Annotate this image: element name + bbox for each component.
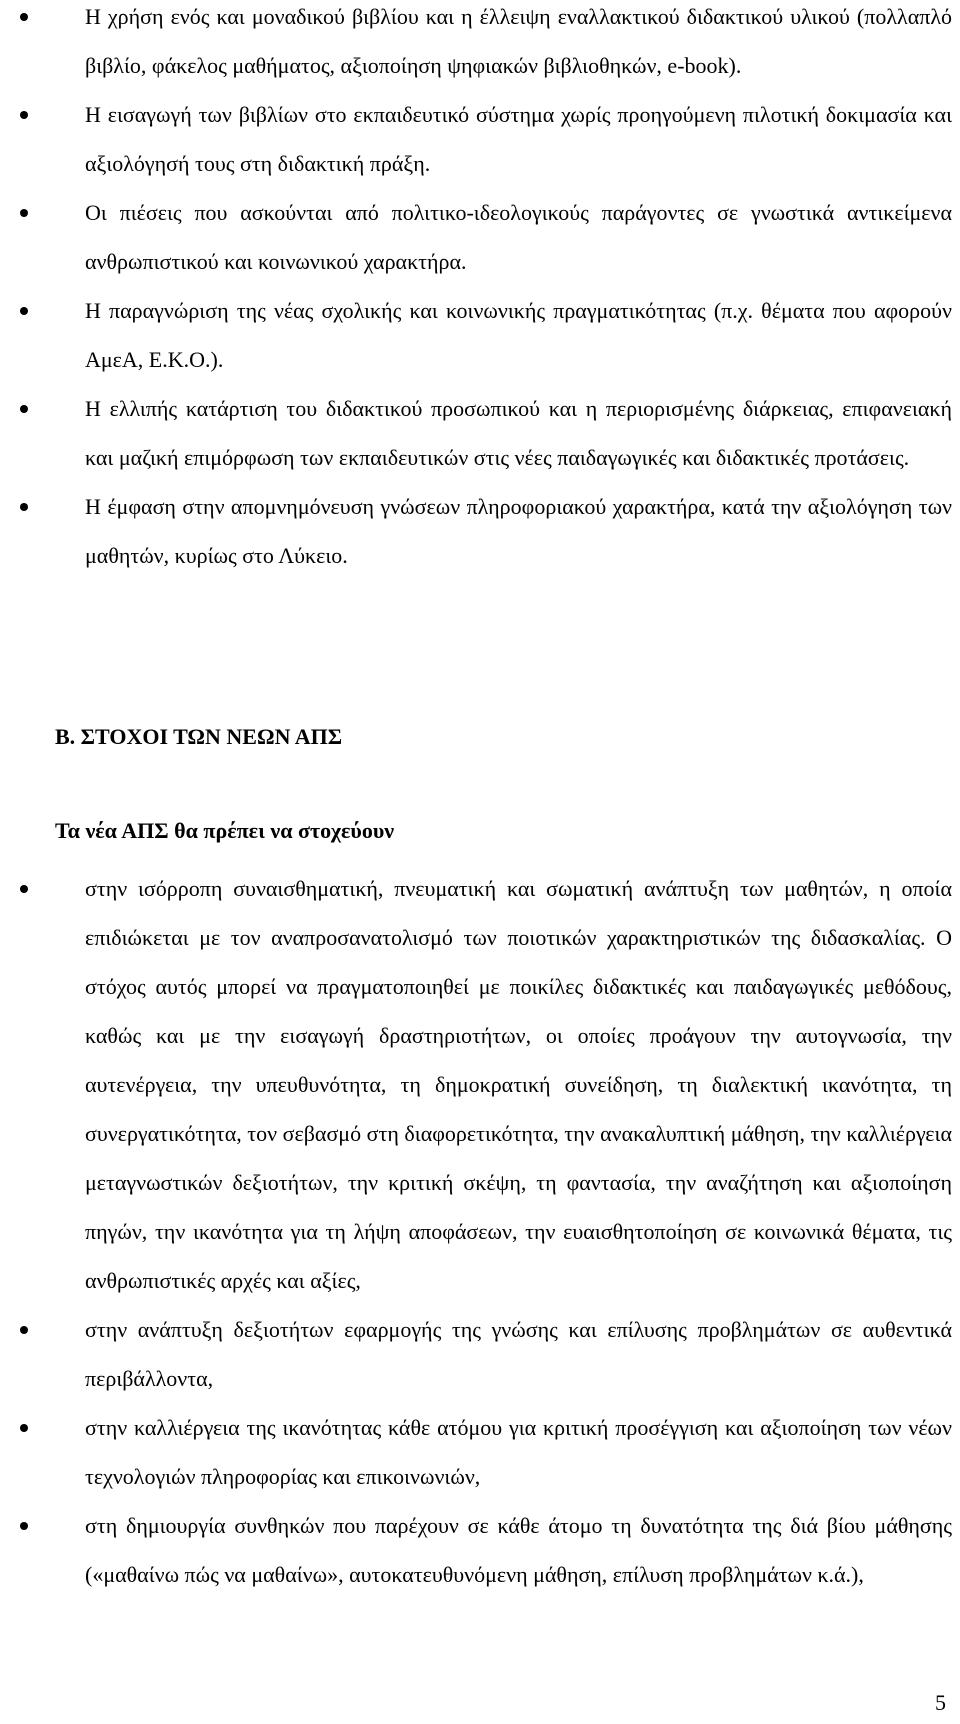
list-item-text: Οι πιέσεις που ασκούνται από πολιτικο-ιδεολογικούς παράγοντες σε γνωστικά αντικείμενα ανθρωπιστικού και κοινωνικού χαρακτήρα. xyxy=(85,200,952,274)
subheading: Τα νέα ΑΠΣ θα πρέπει να στοχεύουν xyxy=(55,818,395,843)
goals-list xyxy=(0,864,960,1599)
list-item xyxy=(0,1403,960,1501)
bullet-icon xyxy=(20,405,28,413)
list-item xyxy=(0,482,960,580)
list-item xyxy=(0,864,960,1305)
page-number: 5 xyxy=(935,1690,946,1715)
list-item xyxy=(0,384,960,482)
bullet-icon xyxy=(20,1424,28,1432)
bullet-icon xyxy=(20,307,28,315)
list-item-text: στην ισόρροπη συναισθηματική, πνευματική και σωματική ανάπτυξη των μαθητών, η οποία επιδιώκεται με τον αναπροσανατολισμό των ποιοτικών χαρακτηριστικών της διδασκαλίας. Ο στόχος αυτός μπορεί να πραγματοποιηθεί με ποικίλες διδακτικές και παιδαγωγικές μεθόδους, καθώς και με την εισαγωγή δραστηριοτήτων, οι οποίες προάγουν την αυτογνωσία, την αυτενέργεια, την υπευθυνότητα, τη δημοκρατική συνείδηση, τη διαλεκτική ικανότητα, τη συνεργατικότητα, τον σεβασμό στη διαφορετικότητα, την ανακαλυπτική μάθηση, την καλλιέργεια μεταγνωστικών δεξιοτήτων, την κριτική σκέψη, τη φαντασία, την αναζήτηση και αξιοποίηση πηγών, την ικανότητα για τη λήψη αποφάσεων, την ευαισθητοποίηση σε κοινωνικά θέματα, τις ανθρωπιστικές αρχές και αξίες, xyxy=(85,876,952,1293)
list-item xyxy=(0,0,960,90)
list-item xyxy=(0,286,960,384)
problems-list xyxy=(0,0,960,580)
bullet-icon xyxy=(20,111,28,119)
list-item xyxy=(0,90,960,188)
bullet-icon xyxy=(20,1326,28,1334)
bullet-icon xyxy=(20,209,28,217)
bullet-icon xyxy=(20,13,28,21)
list-item xyxy=(0,1501,960,1599)
list-item-text: Η έμφαση στην απομνημόνευση γνώσεων πληροφοριακού χαρακτήρα, κατά την αξιολόγηση των μαθητών, κυρίως στο Λύκειο. xyxy=(85,494,952,568)
list-item-text: Η εισαγωγή των βιβλίων στο εκπαιδευτικό σύστημα χωρίς προηγούμενη πιλοτική δοκιμασία και αξιολόγησή τους στη διδακτική πράξη. xyxy=(85,102,952,176)
list-item-text: Η χρήση ενός και μοναδικού βιβλίου και η έλλειψη εναλλακτικού διδακτικού υλικού (πολλαπλό βιβλίο, φάκελος μαθήματος, αξιοποίηση ψηφιακών βιβλιοθηκών, e-book). xyxy=(85,4,952,78)
list-item-text: στην καλλιέργεια της ικανότητας κάθε ατόμου για κριτική προσέγγιση και αξιοποίηση των νέων τεχνολογιών πληροφορίας και επικοινωνιών, xyxy=(85,1415,952,1489)
section-heading: Β. ΣΤΟΧΟΙ ΤΩΝ ΝΕΩΝ ΑΠΣ xyxy=(55,724,343,749)
bullet-icon xyxy=(20,885,28,893)
list-item-text: Η ελλιπής κατάρτιση του διδακτικού προσωπικού και η περιορισμένης διάρκειας, επιφανειακή και μαζική επιμόρφωση των εκπαιδευτικών στις νέες παιδαγωγικές και διδακτικές προτάσεις. xyxy=(85,396,952,470)
list-item-text: στη δημιουργία συνθηκών που παρέχουν σε κάθε άτομο τη δυνατότητα της διά βίου μάθησης («μαθαίνω πώς να μαθαίνω», αυτοκατευθυνόμενη μάθηση, επίλυση προβλημάτων κ.ά.), xyxy=(85,1513,952,1587)
bullet-icon xyxy=(20,1522,28,1530)
list-item-text: στην ανάπτυξη δεξιοτήτων εφαρμογής της γνώσης και επίλυσης προβλημάτων σε αυθεντικά περιβάλλοντα, xyxy=(85,1317,952,1391)
list-item xyxy=(0,1305,960,1403)
bullet-icon xyxy=(20,503,28,511)
list-item-text: Η παραγνώριση της νέας σχολικής και κοινωνικής πραγματικότητας (π.χ. θέματα που αφορούν ΑμεΑ, Ε.Κ.Ο.). xyxy=(85,298,952,372)
list-item xyxy=(0,188,960,286)
